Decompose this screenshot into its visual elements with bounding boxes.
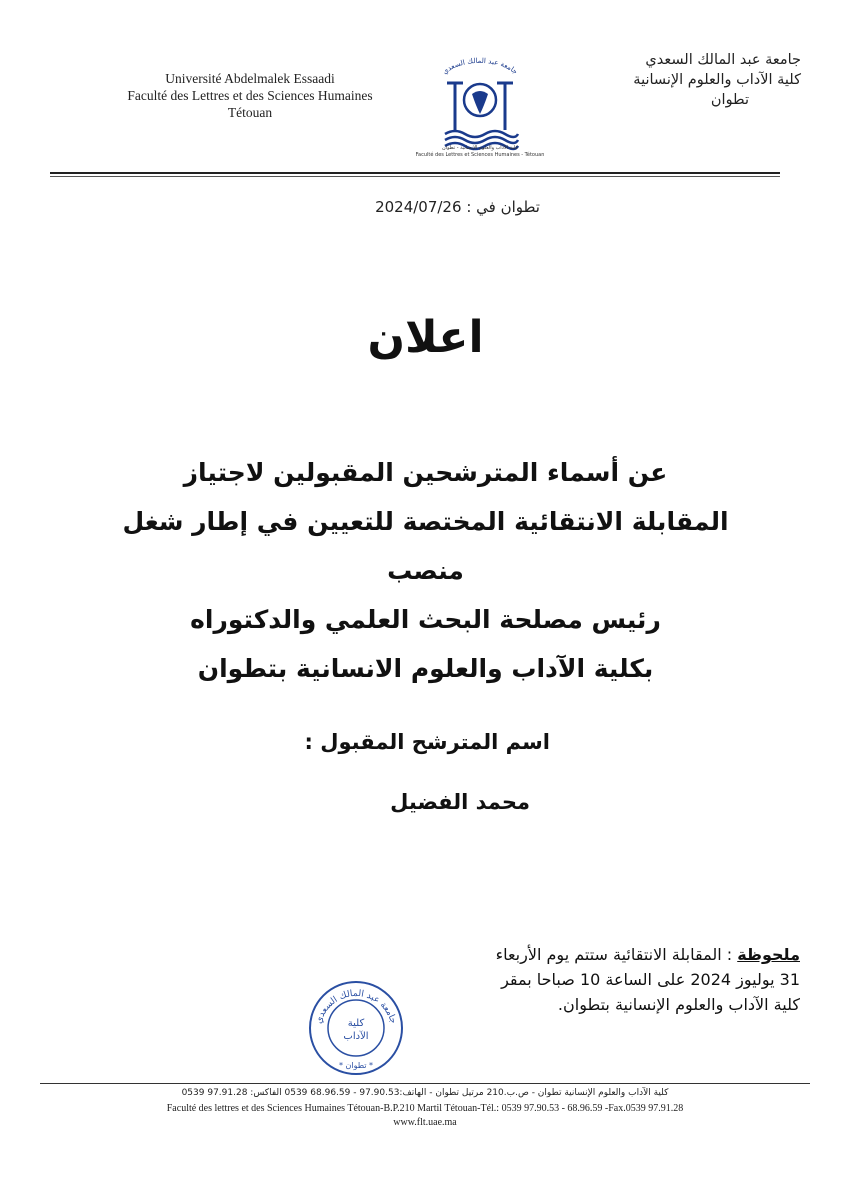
footer-arabic: كلية الآداب والعلوم الإنسانية تطوان - ص.ب.210 مرتيل تطوان - الهاتف:97.90.53 - 68.96.59 0539 الفاكس: 97.91.28 0539 — [181, 1088, 669, 1098]
faculty-name-ar: كلية الآداب والعلوم الإنسانية — [633, 72, 801, 88]
announcement-subject — [120, 448, 731, 693]
city-name-ar: تطوان — [710, 92, 749, 108]
footer-website: www.flt.uae.ma — [393, 1117, 457, 1128]
date-label: تطوان في : — [466, 198, 540, 216]
note-label: ملحوظة — [737, 945, 800, 964]
university-name-fr: Université Abdelmalek Essaadi — [165, 71, 335, 86]
university-name-ar: جامعة عبد المالك السعدي — [645, 52, 801, 68]
city-name-fr: Tétouan — [227, 105, 273, 120]
stamp-inner-line1: كلية — [347, 1018, 365, 1029]
footer-french: Faculté des lettres et des Sciences Humaines Tétouan-B.P.210 Martil Tétouan-Tél.: 0539 97.90.53 - 68.96.59 -Fax.0539 97.91.28 — [166, 1103, 684, 1114]
faculty-name-fr: Faculté des Lettres et des Sciences Humaines — [127, 88, 373, 103]
candidate-label: اسم المترشح المقبول : — [304, 730, 550, 754]
footer-divider — [40, 1083, 810, 1084]
header-french — [110, 70, 390, 121]
logo-caption — [395, 145, 565, 159]
note-paragraph — [480, 942, 800, 1017]
official-stamp — [306, 978, 406, 1078]
header-divider — [50, 172, 780, 174]
note-text: : المقابلة الانتقائية ستتم يوم الأربعاء 31 يوليوز 2024 على الساعة 10 صباحا بمقر كلية الآداب والعلوم الإنسانية بتطوان. — [495, 945, 800, 1014]
header-arabic — [561, 50, 801, 110]
logo-caption-ar: كلية الآداب والعلوم الإنسانية - تطوان — [442, 145, 518, 151]
subject-line: رئيس مصلحة البحث العلمي والدكتوراه — [190, 605, 661, 634]
stamp-inner-line2: الآداب — [343, 1031, 369, 1042]
subject-line: عن أسماء المترشحين المقبولين لاجتياز — [183, 458, 668, 487]
stamp-bottom-text: * تطوان * — [338, 1061, 374, 1070]
stamp-outer-text: جامعة عبد المالك السعدي — [314, 988, 398, 1025]
subject-line: المقابلة الانتقائية المختصة للتعيين في إطار شغل منصب — [122, 507, 729, 585]
logo-arc-text: جامعة عبد المالك السعدي — [441, 56, 520, 76]
announcement-title: اعلان — [367, 312, 484, 363]
date-value: 2024/07/26 — [375, 198, 462, 216]
logo-caption-fr: Faculté des Lettres et Sciences Humaines - Tétouan — [415, 152, 545, 158]
candidate-name: محمد الفضيل — [390, 790, 530, 814]
header-divider-thin — [50, 176, 780, 177]
document-date — [330, 198, 540, 216]
subject-line: بكلية الآداب والعلوم الانسانية بتطوان — [197, 654, 654, 683]
